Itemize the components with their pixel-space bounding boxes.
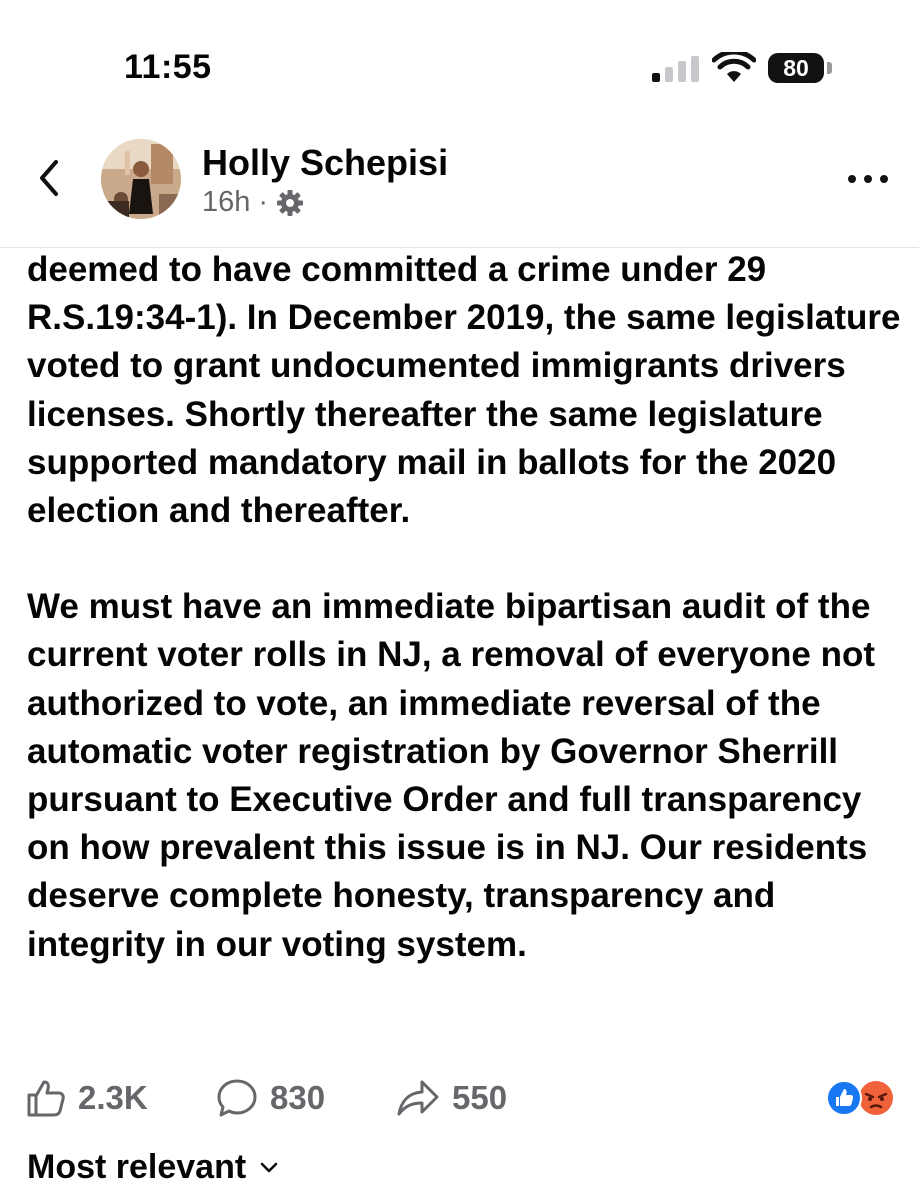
comment-icon (216, 1078, 258, 1118)
chevron-down-icon (260, 1162, 278, 1174)
angry-reaction-icon (859, 1081, 893, 1115)
post-paragraph: deemed to have committed a crime under 29 R.S.19:34-1). In December 2019, the same legislature voted to grant undocumented immigrants drivers licenses. Shortly thereafter the same legislature supported mandatory mail in ballots for the 2020 election and thereafter. (27, 250, 901, 531)
post-paragraph: We must have an immediate bipartisan audit of the current voter rolls in NJ, a removal of everyone not authorized to vote, an immediate reversal of the automatic voter registration by Governor Sherrill pursuant to Executive Order and full transparency on how prevalent this issue is in NJ. Our residents deserve complete honesty, transparency and integrity in our voting system. (27, 587, 876, 964)
battery-icon: 80 (768, 53, 824, 83)
like-button[interactable] (26, 1072, 148, 1124)
signal-icon (652, 56, 700, 82)
comments-sort-dropdown[interactable] (27, 1148, 278, 1187)
reaction-icons[interactable] (826, 1080, 896, 1116)
post-header (0, 120, 919, 248)
meta-separator: · (258, 186, 269, 218)
wifi-icon (712, 52, 756, 84)
share-button[interactable] (396, 1072, 507, 1124)
status-time: 11:55 (124, 48, 212, 86)
sort-label: Most relevant (27, 1148, 247, 1186)
more-horizontal-icon[interactable] (846, 168, 890, 190)
post-author[interactable]: Holly Schepisi (202, 142, 449, 183)
like-reaction-icon (827, 1081, 861, 1115)
share-count: 550 (452, 1079, 508, 1116)
comment-button[interactable] (216, 1072, 325, 1124)
share-arrow-icon (396, 1078, 440, 1118)
like-count: 2.3K (78, 1079, 148, 1116)
avatar[interactable] (101, 139, 181, 219)
post-meta (202, 186, 304, 219)
engagement-bar (0, 1072, 919, 1124)
battery-tip (827, 62, 832, 74)
post-body (27, 246, 907, 969)
status-bar (0, 0, 919, 120)
gear-icon (276, 189, 304, 217)
avatar-photo (101, 139, 181, 219)
chevron-left-icon[interactable] (30, 156, 70, 200)
comment-count: 830 (270, 1079, 326, 1116)
post-time[interactable]: 16h (202, 186, 251, 218)
thumbs-up-icon (26, 1078, 66, 1118)
